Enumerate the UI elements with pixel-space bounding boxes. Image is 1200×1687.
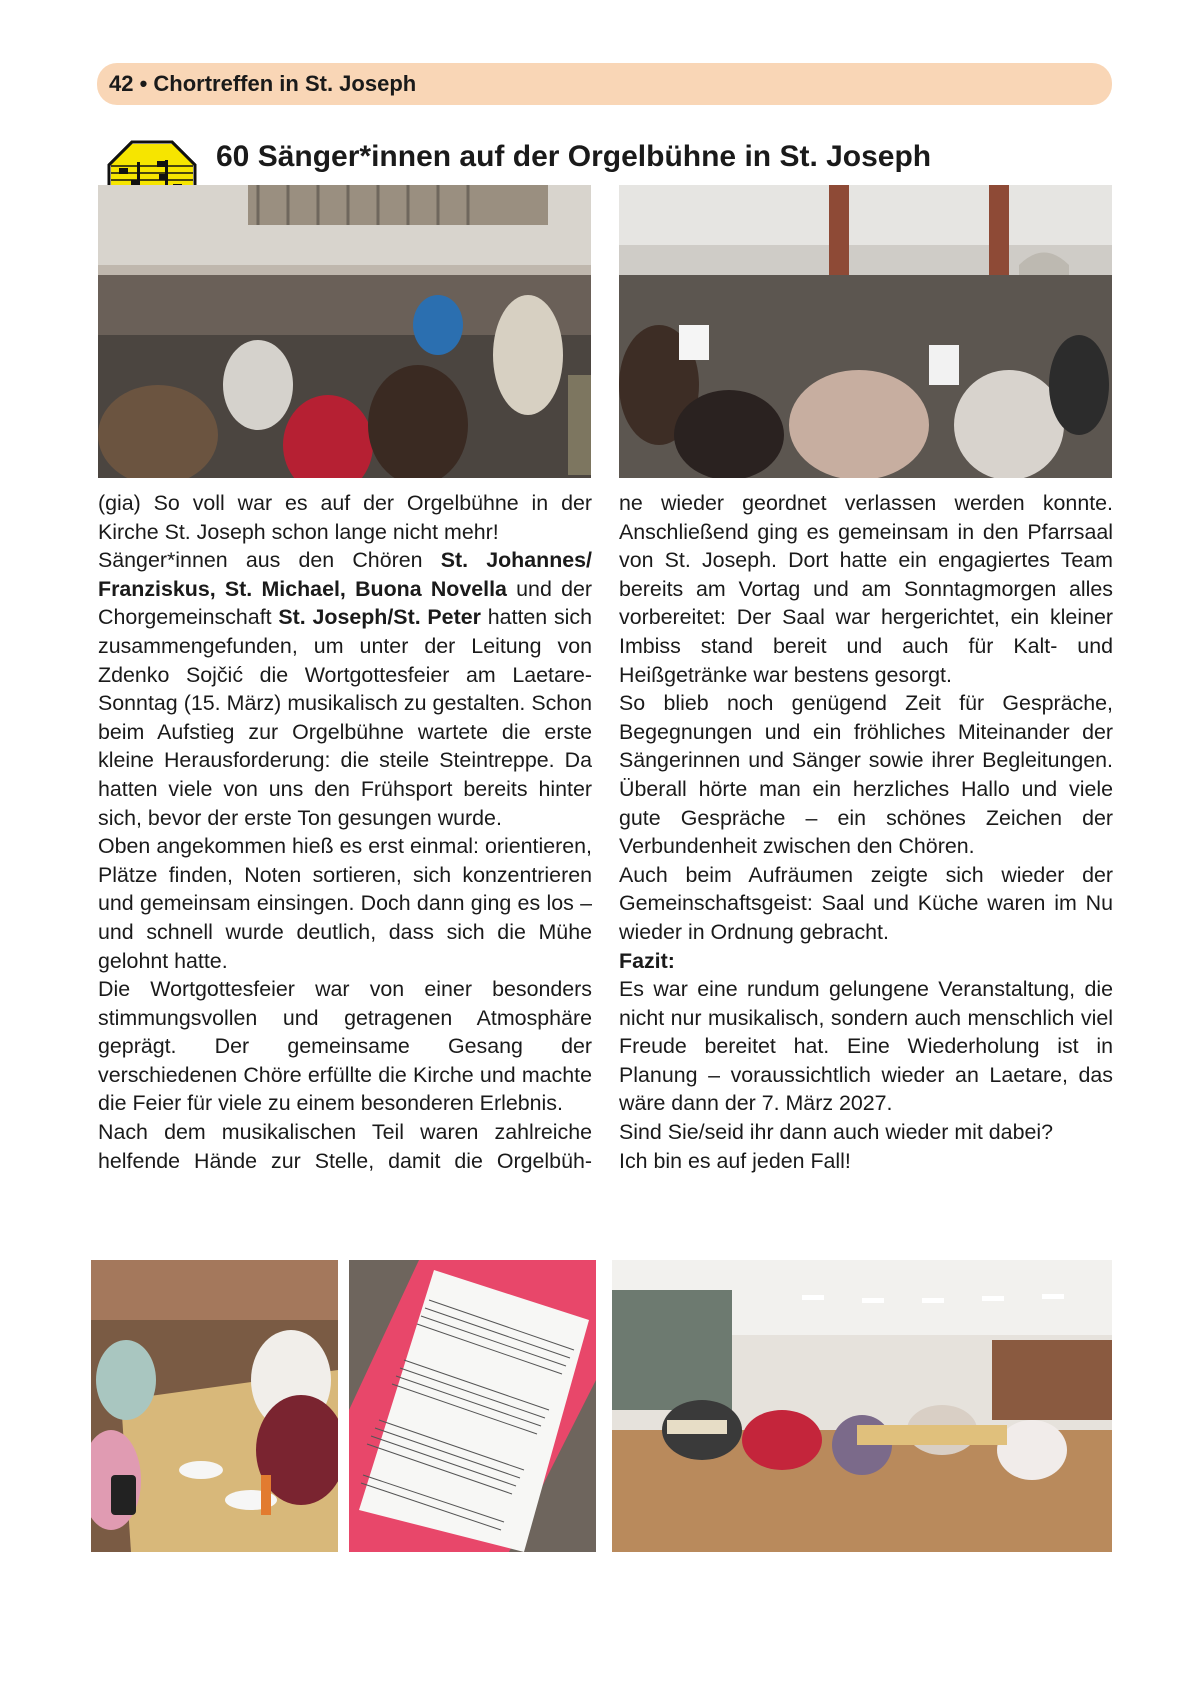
paragraph: Die Wortgottesfeier war von einer besonders stimmungsvollen und getragenen Atmosphäre geprägt. Der gemeinsame Gesang der verschiedenen Chöre erfüllte die Kirche und machte die Feier für viele zu einem besonderen Erlebnis. <box>98 977 592 1116</box>
paragraph: Auch beim Aufräumen zeigte sich wieder der Gemeinschaftsgeist: Saal und Küche waren im Nu wieder in Ordnung gebracht. <box>619 862 1113 944</box>
paragraph: Es war eine rundum gelungene Veranstaltung, die nicht nur musikalisch, sondern auch menschlich viel Freude bereitet hat. Eine Wiederholung ist in Planung – voraussichtlich wieder an Laetare, das wäre dann der 7. März 2027. <box>619 977 1113 1116</box>
paragraph: Sänger*innen aus den Chören St. Johannes/ Franziskus, St. Michael, Buona Novella und der Chorgemeinschaft St. Joseph/St. Peter hatten sich zusammengefunden, um unter der Leitung von Zdenko Sojčić die Wortgottesfeier am Laetare-Sonntag (15. März) musikalisch zu gestalten. Schon beim Aufstieg zur Orgelbühne wartete die erste kleine Herausforderung: die steile Steintreppe. Da hatten viele von uns den Frühsport bereits hinter sich, bevor der erste Ton gesungen wurde. <box>98 548 592 830</box>
paragraph: Ich bin es auf jeden Fall! <box>619 1148 851 1173</box>
article-title: 60 Sänger*innen auf der Orgelbühne in St. Joseph <box>216 140 932 173</box>
choir-names-bold: St. Joseph/St. Peter <box>278 605 481 630</box>
fazit-heading: Fazit: <box>619 948 675 973</box>
article-column-right <box>619 489 1113 1175</box>
paragraph: Sind Sie/seid ihr dann auch wieder mit dabei? <box>619 1120 1054 1145</box>
page-label: 42 • Chortreffen in St. Joseph <box>109 71 417 96</box>
paragraph: So blieb noch genügend Zeit für Gespräche, Begegnungen und ein fröhliches Miteinander der Sängerinnen und Sänger sowie ihrer Begleitungen. Überall hörte man ein herzliches Hallo und viele gute Gespräche – ein schönes Zeichen der Verbundenheit zwischen den Chören. <box>619 691 1113 859</box>
paragraph: (gia) So voll war es auf der Orgelbühne in der Kirche St. Joseph schon lange nicht mehr! <box>98 491 592 544</box>
photo-choir-organ-gallery <box>98 185 591 478</box>
paragraph: Oben angekommen hieß es erst einmal: orientieren, Plätze finden, Noten sortieren, sich konzentrieren und gemeinsam einsingen. Doch dann ging es los – und schnell wurde deutlich, dass sich die Mühe gelohnt hatte. <box>98 834 592 973</box>
paragraph: ne wieder geordnet verlassen werden konnte. Anschließend ging es gemeinsam in den Pfarrsaal von St. Joseph. Dort hatte ein engagiertes Team bereits am Vortag und am Sonntagmorgen alles vorbereitet: Der Saal war hergerichtet, ein kleiner Imbiss stand bereit und auch für Kalt- und Heißgetränke war bestens gesorgt. <box>619 491 1113 687</box>
paragraph: Nach dem musikalischen Teil waren zahlreiche helfende Hände zur Stelle, damit die Orgelbüh- <box>98 1120 592 1173</box>
page-header-bar <box>97 63 1112 105</box>
photo-sheet-music <box>349 1260 596 1552</box>
article-column-left <box>98 489 592 1175</box>
photo-choir-rear-view <box>619 185 1112 478</box>
photo-parish-hall <box>612 1260 1112 1552</box>
photo-coffee-table <box>91 1260 338 1552</box>
choir-names-bold: St. Johannes/ Franziskus, St. Michael, Buona Novella <box>98 548 592 601</box>
